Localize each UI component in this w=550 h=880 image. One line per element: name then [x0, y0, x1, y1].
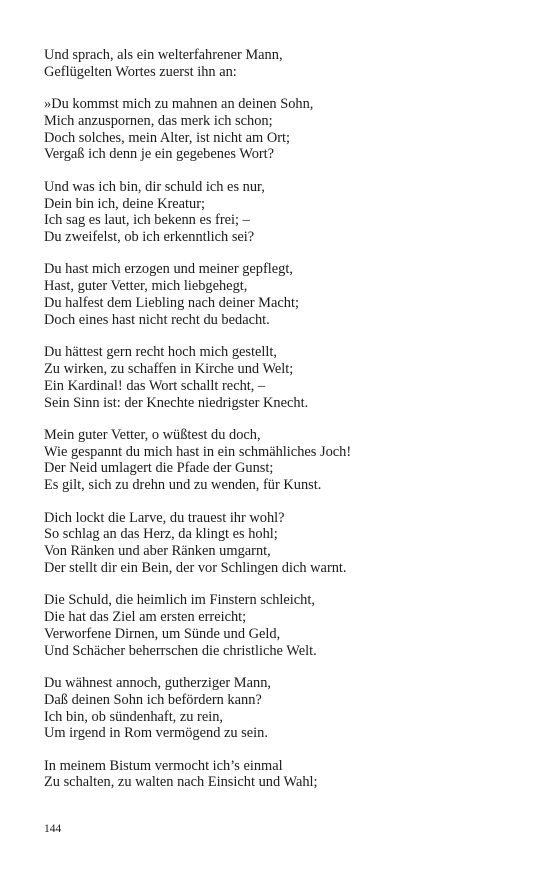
stanza-9	[44, 675, 524, 742]
stanza-1	[44, 47, 524, 81]
verse-line: Ein Kardinal! das Wort schallt recht, –	[44, 377, 266, 394]
verse-line: Sein Sinn ist: der Knechte niedrigster Knecht.	[44, 394, 309, 411]
page-number: 144	[44, 823, 62, 835]
verse-line: Und Schächer beherrschen die christliche Welt.	[44, 642, 317, 659]
verse-line: Geflügelten Wortes zuerst ihn an:	[44, 63, 237, 80]
verse-line: »Du kommst mich zu mahnen an deinen Sohn,	[44, 96, 314, 113]
verse-line: Wie gespannt du mich hast in ein schmähliches Joch!	[44, 443, 352, 460]
verse-line: Mich anzuspornen, das merk ich schon;	[44, 112, 273, 129]
verse-line: Der Neid umlagert die Pfade der Gunst;	[44, 460, 274, 477]
stanza-2	[44, 96, 524, 163]
verse-line: Du halfest dem Liebling nach deiner Macht;	[44, 295, 299, 312]
verse-line: Ich sag es laut, ich bekenn es frei; –	[44, 212, 250, 229]
verse-line: Du wähnest annoch, gutherziger Mann,	[44, 674, 271, 691]
verse-line: So schlag an das Herz, da klingt es hohl;	[44, 526, 278, 543]
verse-line: Daß deinen Sohn ich befördern kann?	[44, 691, 262, 708]
verse-line: Die hat das Ziel am ersten erreicht;	[44, 609, 247, 626]
verse-line: Mein guter Vetter, o wüßtest du doch,	[44, 426, 261, 443]
verse-line: In meinem Bistum vermocht ich’s einmal	[44, 757, 283, 774]
poem-text	[44, 47, 524, 807]
stanza-3	[44, 179, 524, 246]
verse-line: Und was ich bin, dir schuld ich es nur,	[44, 178, 265, 195]
stanza-10	[44, 758, 524, 792]
verse-line: Du zweifelst, ob ich erkenntlich sei?	[44, 229, 255, 246]
verse-line: Ich bin, ob sündenhaft, zu rein,	[44, 708, 224, 725]
verse-line: Du hättest gern recht hoch mich gestellt,	[44, 344, 277, 361]
verse-line: Um irgend in Rom vermögend zu sein.	[44, 725, 268, 742]
stanza-4	[44, 261, 524, 328]
verse-line: Zu wirken, zu schaffen in Kirche und Welt;	[44, 360, 294, 377]
stanza-5	[44, 344, 524, 411]
verse-line: Doch eines hast nicht recht du bedacht.	[44, 311, 270, 328]
verse-line: Dich lockt die Larve, du trauest ihr wohl?	[44, 509, 285, 526]
verse-line: Hast, guter Vetter, mich liebgehegt,	[44, 278, 248, 295]
verse-line: Es gilt, sich zu drehn und zu wenden, für Kunst.	[44, 477, 322, 494]
verse-line: Vergaß ich denn je ein gegebenes Wort?	[44, 146, 275, 163]
verse-line: Zu schalten, zu walten nach Einsicht und Wahl;	[44, 774, 318, 791]
verse-line: Verworfene Dirnen, um Sünde und Geld,	[44, 625, 281, 642]
verse-line: Die Schuld, die heimlich im Finstern schleicht,	[44, 592, 315, 609]
verse-line: Und sprach, als ein welterfahrener Mann,	[44, 47, 283, 63]
stanza-6	[44, 427, 524, 494]
stanza-8	[44, 592, 524, 659]
verse-line: Du hast mich erzogen und meiner gepflegt,	[44, 261, 293, 278]
stanza-7	[44, 510, 524, 577]
verse-line: Dein bin ich, deine Kreatur;	[44, 195, 206, 212]
verse-line: Doch solches, mein Alter, ist nicht am Ort;	[44, 129, 291, 146]
verse-line: Der stellt dir ein Bein, der vor Schlingen dich warnt.	[44, 559, 347, 576]
verse-line: Von Ränken und aber Ränken umgarnt,	[44, 543, 271, 560]
